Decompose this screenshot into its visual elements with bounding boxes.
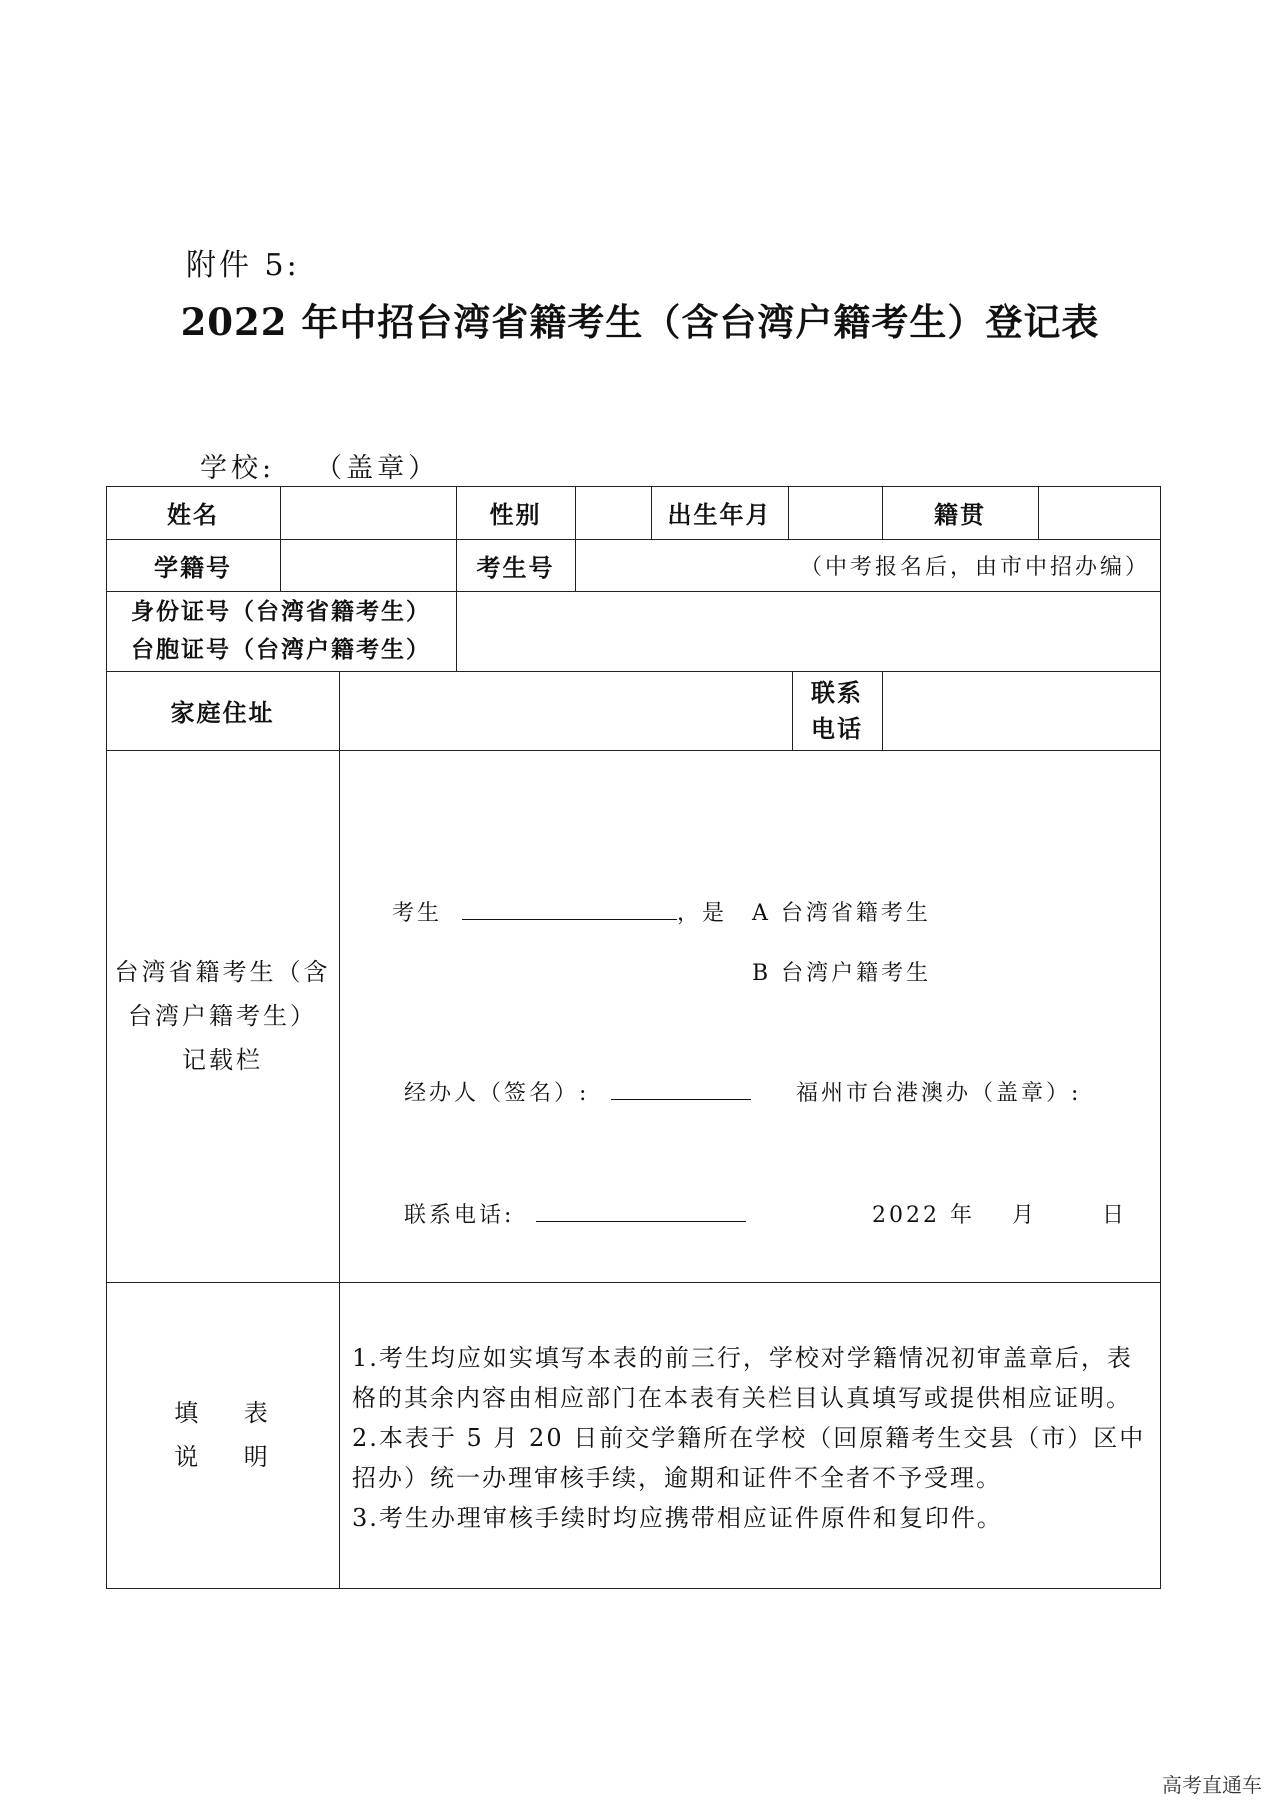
handler-label: 经办人（签名）: [404,1081,590,1106]
instruction-item-3: 3.考生办理审核手续时均应携带相应证件原件和复印件。 [352,1504,1003,1532]
gender-label: 性别 [489,500,542,529]
gender-field[interactable] [576,487,650,538]
permit-label: 台胞证号（台湾户籍考生） [131,636,431,663]
phone-label-line2: 电话 [811,713,863,743]
native-place-field[interactable] [1039,487,1159,538]
address-field[interactable] [340,672,791,749]
record-label-line3: 记载栏 [182,1046,263,1074]
instructions-label-line2: 说 明 [174,1443,271,1471]
native-place-label: 籍贯 [934,500,986,529]
date-month: 月 [1012,1203,1038,1228]
school-line [200,446,439,485]
student-id-label: 学籍号 [154,552,232,582]
instruction-item-2: 2.本表于 5 月 20 日前交学籍所在学校（回原籍考生交县（市）区中招办）统一办理审核手续，逾期和证件不全者不予受理。 [352,1424,1146,1492]
contact-phone-blank[interactable] [536,1199,746,1222]
office-label: 福州市台港澳办（盖章）: [796,1081,1082,1106]
name-field[interactable] [281,487,455,538]
instructions-label-line1: 填 表 [174,1399,271,1427]
is-text: ，是 [677,901,728,926]
record-label-line2: 台湾户籍考生） [128,1002,317,1030]
option-b[interactable]: B 台湾户籍考生 [752,961,932,986]
contact-label: 联系电话: [404,1203,515,1228]
handler-line [404,1076,751,1107]
name-label: 姓名 [167,500,219,529]
student-prefix: 考生 [392,901,443,926]
option-a[interactable]: A 台湾省籍考生 [752,901,931,926]
contact-line [404,1198,746,1229]
date-year: 2022 年 [872,1203,975,1228]
watermark: 高考直通车 [1162,1773,1262,1797]
phone-label [792,671,882,750]
school-label: 学校: [200,453,276,484]
student-id-field[interactable] [281,540,455,590]
phone-field[interactable] [883,672,1159,749]
exam-id-label: 考生号 [476,552,555,582]
birth-field[interactable] [789,487,881,538]
handler-signature-blank[interactable] [611,1077,751,1100]
instructions-list [352,1338,1147,1538]
id-label-group [106,591,456,671]
student-name-blank[interactable] [462,897,677,920]
record-section-label [106,750,339,1282]
attachment-label: 附件 5: [186,248,300,283]
registration-table [106,486,1161,1589]
id-card-label: 身份证号（台湾省籍考生） [131,598,431,625]
document-title: 2022 年中招台湾省籍考生（含台湾户籍考生）登记表 [180,300,1100,344]
student-line [392,896,727,927]
instructions-label [106,1282,339,1588]
address-label: 家庭住址 [170,698,275,727]
birth-label: 出生年月 [667,500,772,529]
instruction-item-1: 1.考生均应如实填写本表的前三行，学校对学籍情况初审盖章后，表格的其余内容由相应部门在本表有关栏目认真填写或提供相应证明。 [352,1344,1133,1412]
phone-label-line1: 联系 [811,677,863,707]
record-label-line1: 台湾省籍考生（含 [114,958,331,986]
id-number-field[interactable] [457,592,1159,670]
exam-id-note: （中考报名后，由市中招办编） [799,554,1150,580]
date-day: 日 [1102,1203,1128,1228]
school-stamp-note: （盖章） [315,453,440,484]
